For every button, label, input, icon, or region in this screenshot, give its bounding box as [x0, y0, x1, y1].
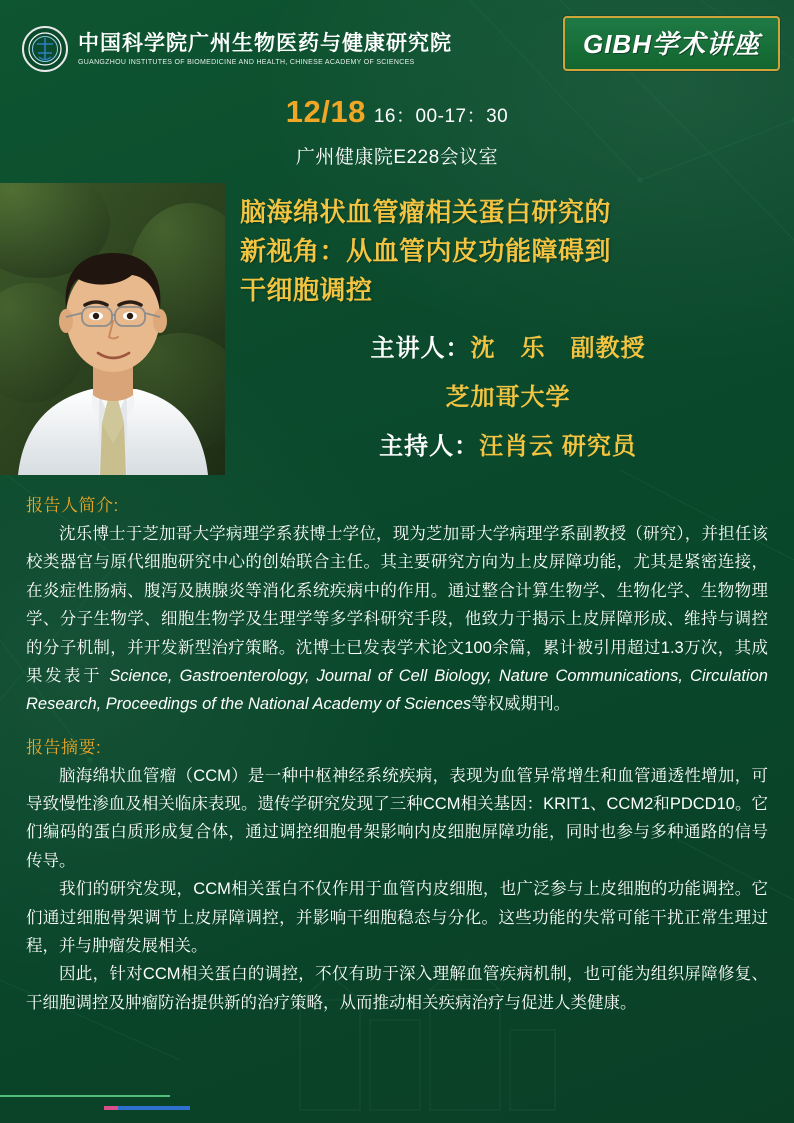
talk-title-line-3: 干细胞调控: [240, 275, 373, 305]
poster-footer: [0, 1053, 794, 1123]
abstract-paragraph-3: 因此，针对CCM相关蛋白的调控，不仅有助于深入理解血管疾病机制，也可能为组织屏障修复、干细胞调控及肿瘤防治提供新的治疗策略，从而推动相关疾病治疗与促进人类健康。: [26, 965, 768, 1012]
abstract-section-label: 报告摘要:: [26, 737, 102, 757]
footer-accent-blue: [118, 1106, 190, 1110]
host-line: [240, 426, 776, 461]
footer-accent-green: [0, 1095, 170, 1097]
bio-text-part1: 沈乐博士于芝加哥大学病理学系获博士学位，现为芝加哥大学病理学系副教授（研究），并担任该校类器官与原代细胞研究中心的创始联合主任。其主要研究方向为上皮屏障功能，尤其是紧密连接，在炎症性肠病、腹泻及胰腺炎等消化系统疾病中的作用。通过整合计算生物学、生物化学、生物物理学、分子生物学、细胞生物学及生理学等多学科研究手段，他致力于揭示上皮屏障形成、维持与调控的分子机制，并开发新型治疗策略。沈博士已发表学术论文100余篇，累计被引用超过1.3万次，其成果发表于: [26, 525, 768, 685]
talk-info: [240, 193, 776, 461]
abstract-paragraph-2: 我们的研究发现，CCM相关蛋白不仅作用于血管内皮细胞，也广泛参与上皮细胞的功能调控。它们通过细胞骨架调节上皮屏障调控，并影响干细胞稳态与分化。这些功能的失常可能干扰正常生理过程，并与肿瘤发展相关。: [26, 880, 768, 955]
event-date: 12/18: [285, 94, 366, 129]
poster-body: [0, 475, 794, 1017]
institute-name-cn: 中国科学院广州生物医药与健康研究院: [78, 31, 452, 55]
institute-name-en: GUANGZHOU INSTITUTES OF BIOMEDICINE AND HEALTH, CHINESE ACADEMY OF SCIENCES: [78, 59, 415, 67]
bio-journals: Science, Gastroenterology, Journal of Cell Biology, Nature Communications, Circulation Research, Proceedings of the National Academy of Sciences: [26, 666, 768, 714]
bio-section-label: 报告人简介:: [26, 496, 119, 515]
institute-logo: [22, 26, 452, 72]
poster-header: [0, 0, 794, 86]
talk-title-line-1: 脑海绵状血管瘤相关蛋白研究的: [240, 197, 612, 227]
host-name: 汪肖云 研究员: [479, 433, 637, 460]
speaker-label: 主讲人：: [370, 335, 471, 362]
host-label: 主持人：: [379, 433, 480, 460]
speaker-portrait: [0, 183, 225, 475]
institute-emblem-icon: [22, 26, 68, 72]
lecture-series-badge-label: GIBH学术讲座: [582, 29, 760, 59]
bio-paragraph: [26, 520, 768, 719]
abstract-paragraph-1: 脑海绵状血管瘤（CCM）是一种中枢神经系统疾病，表现为血管异常增生和血管通透性增加，可导致慢性渗血及相关临床表现。遗传学研究发现了三种CCM相关基因：KRIT1、CCM2和PDCD10。它们编码的蛋白质形成复合体，通过调控细胞骨架影响内皮细胞屏障功能，同时也参与多种通路的信号传导。: [26, 766, 768, 870]
speaker-affiliation: 芝加哥大学: [445, 384, 571, 411]
speaker-line: [240, 328, 776, 363]
event-time: 16：00-17：30: [373, 106, 509, 127]
event-venue: 广州健康院E228会议室: [295, 147, 499, 168]
talk-title: [240, 193, 776, 310]
talk-title-line-2: 新视角：从血管内皮功能障碍到: [240, 236, 612, 266]
speaker-name: 沈 乐 副教授: [470, 335, 646, 362]
speaker-block: [0, 183, 794, 475]
lecture-series-badge: [563, 16, 780, 71]
bio-text-part2: 等权威期刊。: [471, 695, 571, 714]
